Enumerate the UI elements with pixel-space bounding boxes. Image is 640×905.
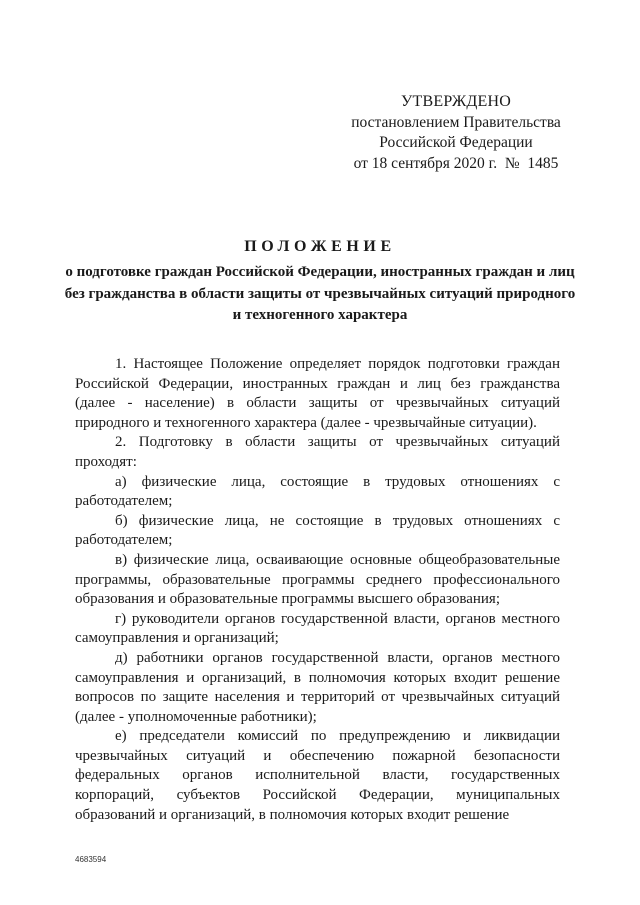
paragraph-2: 2. Подготовку в области защиты от чрезвычайных ситуаций проходят: [75, 434, 560, 470]
approval-line-1: постановлением Правительства [351, 113, 561, 131]
document-id: 4683594 [75, 855, 107, 864]
paragraph-2e: е) председатели комиссий по предупреждению и ликвидации чрезвычайных ситуаций и обеспечению пожарной безопасности федеральных органов исполнительной власти, государственных корпораций, субъектов Российской Федерации, муниципальных образований и организаций, в полномочия которых входит решение [75, 728, 560, 823]
approval-block [340, 92, 572, 174]
paragraph-1: 1. Настоящее Положение определяет порядок подготовки граждан Российской Федерации, иностранных граждан и лиц без гражданства (далее - население) в области защиты от чрезвычайных ситуаций природного и техногенного характера (далее - чрезвычайные ситуации). [75, 356, 560, 431]
document-title: ПОЛОЖЕНИЕ [244, 238, 396, 255]
approval-date-line: от 18 сентября 2020 г. № 1485 [353, 154, 559, 172]
document-body [75, 355, 560, 825]
paragraph-2v: в) физические лица, осваивающие основные общеобразовательные программы, образовательные программы среднего профессионального образования и образовательные программы высшего образования; [75, 551, 560, 608]
paragraph-2g: г) руководители органов государственной власти, органов местного самоуправления и организаций; [75, 610, 560, 647]
approval-line-2: Российской Федерации [379, 134, 533, 151]
document-subtitle: о подготовке граждан Российской Федерации, иностранных граждан и лиц без гражданства в области защиты от чрезвычайных ситуаций природного и техногенного характера [64, 264, 576, 323]
paragraph-2a: а) физические лица, состоящие в трудовых отношениях с работодателем; [75, 473, 560, 510]
paragraph-2b: б) физические лица, не состоящие в трудовых отношениях с работодателем; [75, 512, 560, 549]
approval-heading: УТВЕРЖДЕНО [400, 93, 511, 110]
paragraph-2d: д) работники органов государственной власти, органов местного самоуправления и организаций, в полномочия которых входит решение вопросов по защите населения и территорий от чрезвычайных ситуаций (далее - уполномоченные работники); [75, 649, 560, 725]
